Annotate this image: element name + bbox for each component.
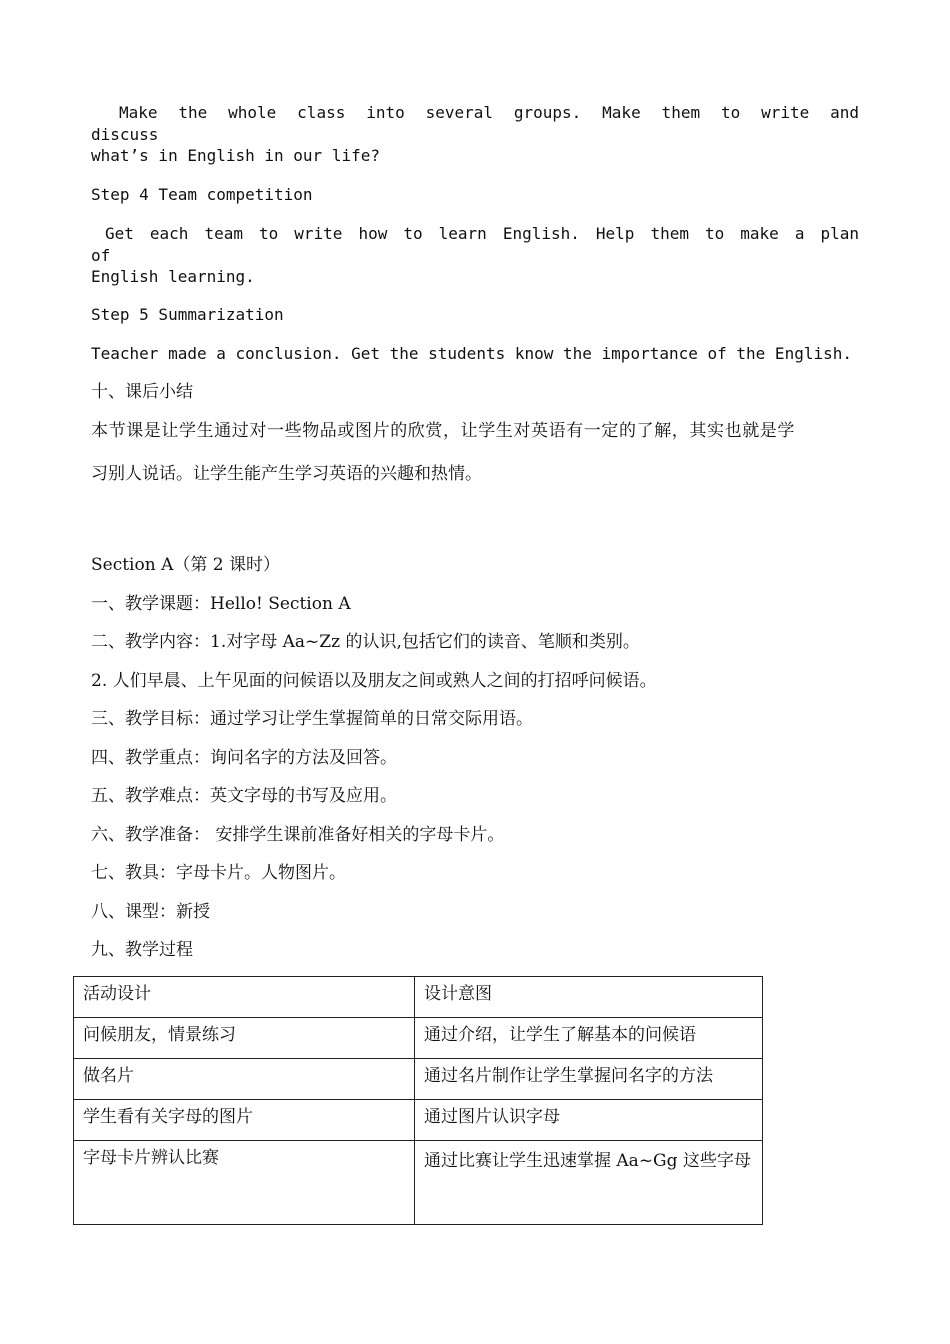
teaching-process-table <box>73 976 763 1225</box>
table-row <box>74 1100 763 1141</box>
step4-line1: Get each team to write how to learn English. Help them to make a plan of <box>91 224 859 265</box>
item-key-point: 四、教学重点：询问名字的方法及回答。 <box>91 748 397 768</box>
section-title: Section A（第 2 课时） <box>91 555 280 575</box>
item-lesson-type: 八、课型：新授 <box>91 902 210 922</box>
item-difficulty: 五、教学难点：英文字母的书写及应用。 <box>91 786 397 806</box>
table-cell: 字母卡片辨认比赛 <box>74 1141 415 1225</box>
table-cell: 通过名片制作让学生掌握问名字的方法 <box>415 1059 763 1100</box>
item-teaching-aids: 七、教具：字母卡片。人物图片。 <box>91 863 346 883</box>
table-header-row <box>74 977 763 1018</box>
step5-text: Teacher made a conclusion. Get the students know the importance of the English. <box>91 344 852 363</box>
table-row <box>74 1141 763 1225</box>
table-header-cell: 活动设计 <box>74 977 415 1018</box>
item-content-continued: 2. 人们早晨、上午见面的问候语以及朋友之间或熟人之间的打招呼问候语。 <box>91 671 657 691</box>
table-row <box>74 1018 763 1059</box>
table-row <box>74 1059 763 1100</box>
table-cell: 问候朋友，情景练习 <box>74 1018 415 1059</box>
table-cell: 通过比赛让学生迅速掌握 Aa~Gg 这些字母 <box>415 1141 763 1225</box>
item-topic: 一、教学课题：Hello! Section A <box>91 594 351 614</box>
intro-paragraph-line1: Make the whole class into several groups. Make them to write and discuss <box>91 103 859 144</box>
step5-heading: Step 5 Summarization <box>91 305 284 324</box>
item-teaching-process: 九、教学过程 <box>91 940 193 960</box>
item-objective: 三、教学目标：通过学习让学生掌握简单的日常交际用语。 <box>91 709 533 729</box>
step4-heading: Step 4 Team competition <box>91 185 313 204</box>
item-content: 二、教学内容：1.对字母 Aa~Zz 的认识,包括它们的读音、笔顺和类别。 <box>91 632 640 652</box>
summary-line2: 习别人说话。让学生能产生学习英语的兴趣和热情。 <box>91 464 482 484</box>
table-cell: 通过介绍，让学生了解基本的问候语 <box>415 1018 763 1059</box>
table-cell: 做名片 <box>74 1059 415 1100</box>
summary-line1: 本节课是让学生通过对一些物品或图片的欣赏，让学生对英语有一定的了解，其实也就是学 <box>91 421 795 441</box>
intro-paragraph-line2: what’s in English in our life? <box>91 146 380 165</box>
table-header-cell: 设计意图 <box>415 977 763 1018</box>
step4-line2: English learning. <box>91 267 255 286</box>
item-preparation: 六、教学准备： 安排学生课前准备好相关的字母卡片。 <box>91 825 505 845</box>
table-cell: 通过图片认识字母 <box>415 1100 763 1141</box>
summary-heading: 十、课后小结 <box>91 382 193 402</box>
table-cell: 学生看有关字母的图片 <box>74 1100 415 1141</box>
